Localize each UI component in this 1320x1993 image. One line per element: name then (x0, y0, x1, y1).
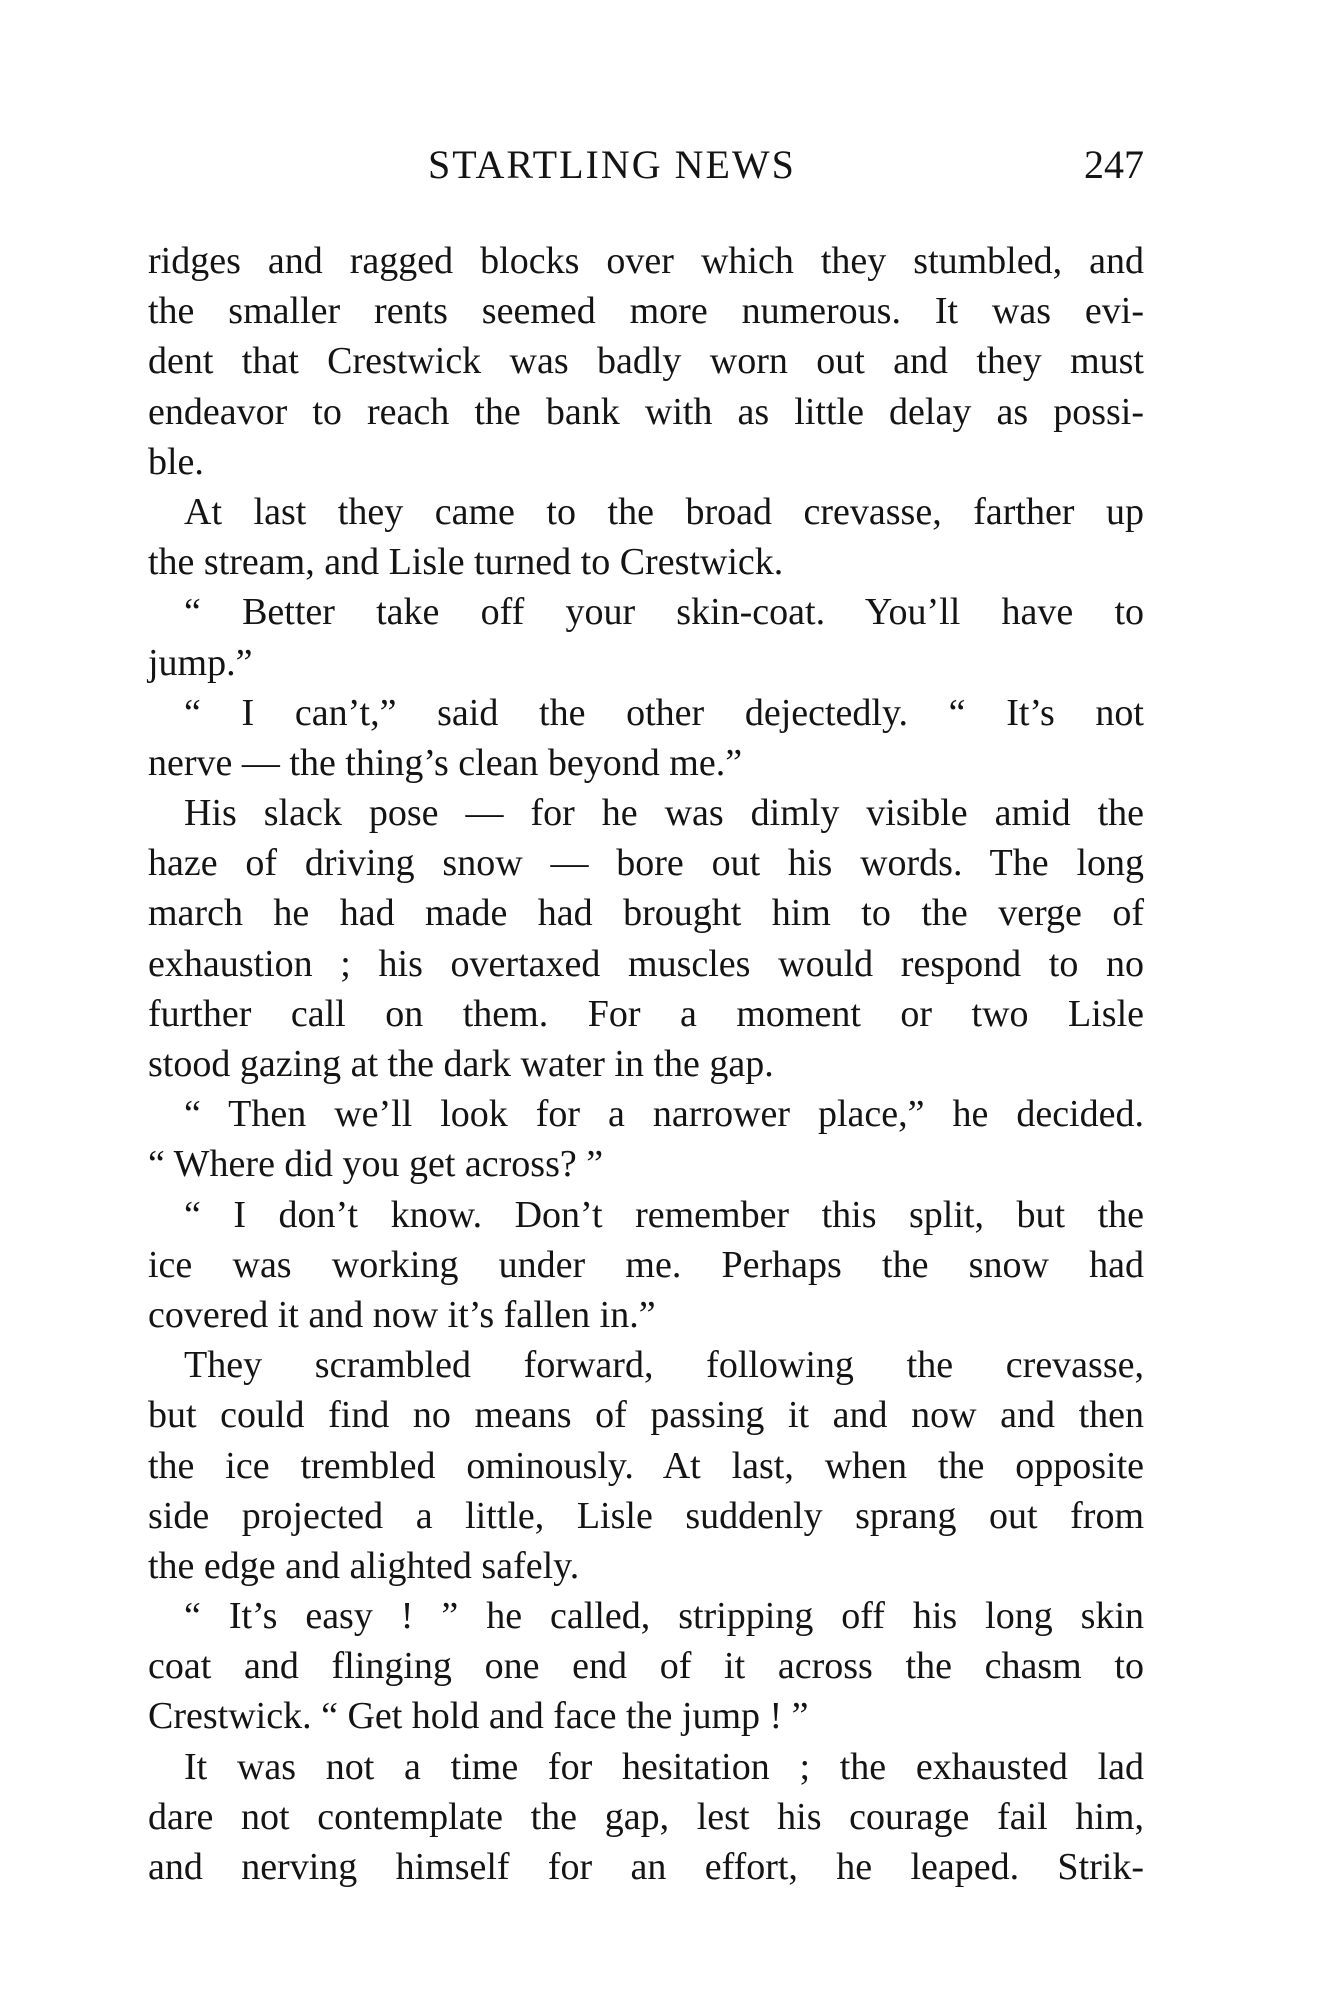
text-line: covered it and now it’s fallen in.” (148, 1293, 656, 1336)
text-line: dent that Crestwick was badly worn out and they must (148, 340, 1144, 383)
text-line: nerve — the thing’s clean beyond me.” (148, 741, 743, 784)
text-line: the smaller rents seemed more numerous. It was evi- (148, 290, 1144, 333)
text-line: ridges and ragged blocks over which they stumbled, and (148, 240, 1144, 282)
page-number: 247 (1084, 142, 1144, 187)
text-line: stood gazing at the dark water in the gap. (148, 1043, 774, 1085)
text-line: ice was working under me. Perhaps the snow had (148, 1243, 1144, 1286)
running-title: STARTLING NEWS (428, 142, 796, 187)
text-line: “ I can’t,” said the other dejectedly. “ It’s not (184, 691, 1144, 734)
text-line: “ Then we’ll look for a narrower place,” he decided. (184, 1093, 1144, 1136)
body-text (148, 236, 1144, 1892)
text-line: the edge and alighted safely. (148, 1544, 580, 1587)
text-line: His slack pose — for he was dimly visible amid the (184, 792, 1144, 835)
text-line: endeavor to reach the bank with as little delay as possi- (148, 390, 1144, 433)
text-line: the ice trembled ominously. At last, when the opposite (148, 1444, 1144, 1487)
text-line: ble. (148, 440, 204, 483)
text-line: “ Where did you get across? ” (148, 1143, 604, 1186)
text-line: exhaustion ; his overtaxed muscles would respond to no (148, 942, 1144, 985)
text-line: At last they came to the broad crevasse, farther up (184, 490, 1144, 533)
text-line: jump.” (148, 641, 253, 684)
text-line: side projected a little, Lisle suddenly sprang out from (148, 1494, 1144, 1537)
text-line: further call on them. For a moment or two Lisle (148, 992, 1144, 1035)
text-line: the stream, and Lisle turned to Crestwick. (148, 541, 784, 584)
text-line: march he had made had brought him to the verge of (148, 892, 1144, 935)
text-line: “ It’s easy ! ” he called, stripping off his long skin (184, 1595, 1144, 1638)
text-line: They scrambled forward, following the crevasse, (184, 1344, 1144, 1387)
text-line: “ Better take off your skin-coat. You’ll have to (184, 591, 1144, 634)
text-line: haze of driving snow — bore out his words. The long (148, 842, 1144, 885)
text-line: “ I don’t know. Don’t remember this split, but the (184, 1193, 1144, 1236)
text-line: coat and flinging one end of it across the chasm to (148, 1645, 1144, 1688)
text-line: and nerving himself for an effort, he leaped. Strik- (148, 1846, 1144, 1888)
text-line: Crestwick. “ Get hold and face the jump ! ” (148, 1695, 809, 1738)
text-line: dare not contemplate the gap, lest his courage fail him, (148, 1795, 1144, 1838)
running-head (148, 140, 1144, 190)
text-line: but could find no means of passing it and now and then (148, 1394, 1144, 1437)
text-line: It was not a time for hesitation ; the exhausted lad (184, 1745, 1144, 1788)
